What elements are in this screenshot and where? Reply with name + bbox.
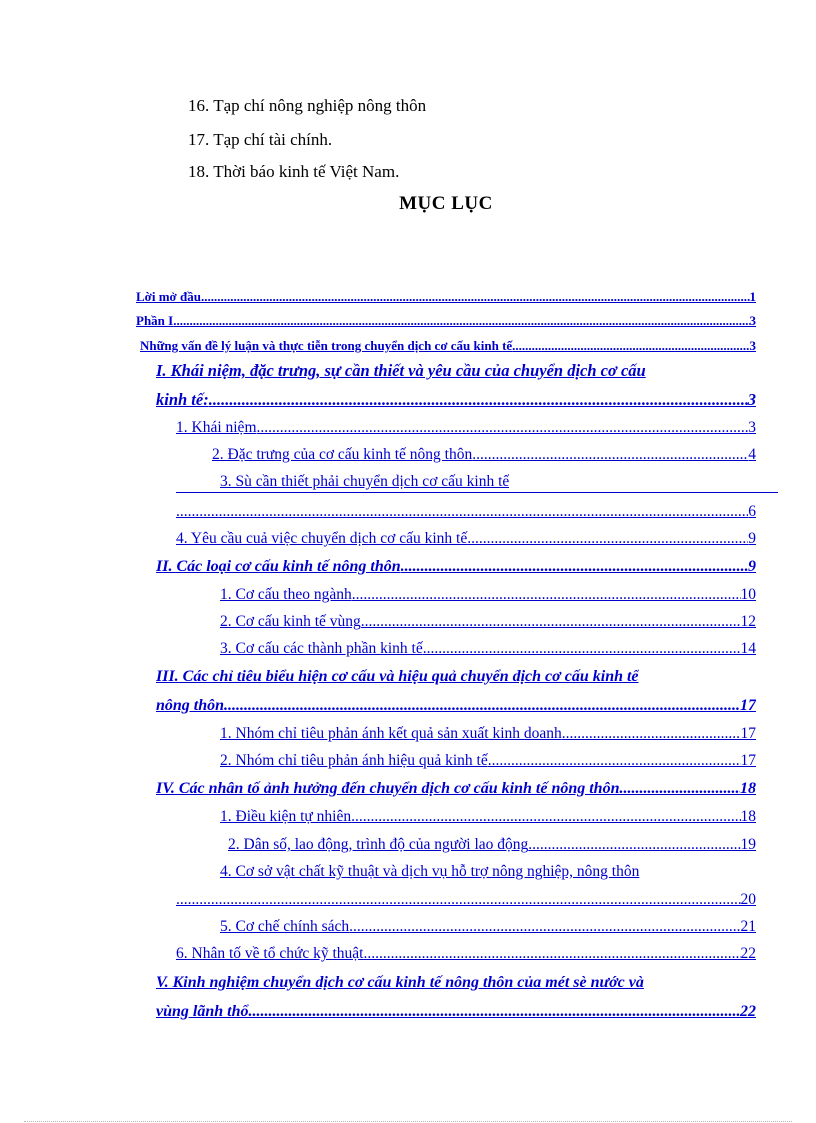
toc-link-item[interactable]: 2. Nhóm chỉ tiêu phản ánh hiệu quả kinh tế ..... 17 bbox=[176, 752, 756, 770]
toc-link-section-5-line1[interactable]: V. Kinh nghiệm chuyển dịch cơ cấu kinh tế nông thôn của mét sè nước và bbox=[156, 974, 644, 991]
toc-link-item[interactable]: 4. Yêu cầu cuả việc chuyển dịch cơ cấu kinh tế ..... 9 bbox=[176, 530, 756, 548]
toc-link-item[interactable]: 5. Cơ chế chính sách ..... 21 bbox=[176, 918, 756, 936]
toc-link-section-4[interactable]: IV. Các nhân tố ảnh hưởng đến chuyển dịch cơ cấu kinh tế nông thôn ..... 18 bbox=[156, 780, 756, 798]
underline-rule bbox=[176, 492, 778, 493]
toc-link-section-1[interactable]: kinh tế: ..... 3 bbox=[156, 390, 756, 410]
toc-link-item[interactable]: ..... 6 bbox=[176, 503, 756, 521]
reference-item: 17. Tạp chí tài chính. bbox=[188, 130, 333, 149]
toc-link-section-3[interactable]: nông thôn ..... 17 bbox=[156, 697, 756, 715]
reference-item: 18. Thời báo kinh tế Việt Nam. bbox=[188, 162, 400, 181]
toc-link-item[interactable]: ..... 20 bbox=[176, 891, 756, 909]
toc-link-item-line1[interactable]: 4. Cơ sở vật chất kỹ thuật và dịch vụ hỗ trợ nông nghiệp, nông thôn bbox=[220, 863, 640, 880]
page-bottom-rule bbox=[24, 1121, 792, 1122]
toc-link-item[interactable]: 2. Đặc trưng của cơ cấu kinh tế nông thôn ..... 4 bbox=[176, 446, 756, 464]
toc-link-section-2[interactable]: II. Các loại cơ cấu kinh tế nông thôn ..... 9 bbox=[156, 558, 756, 576]
toc-link-phan-1[interactable]: Phần I ..... 3 bbox=[136, 313, 756, 329]
toc-link-item[interactable]: 1. Điều kiện tự nhiên ..... 18 bbox=[176, 808, 756, 826]
toc-link-section-3-line1[interactable]: III. Các chỉ tiêu biểu hiện cơ cấu và hiệu quả chuyển dịch cơ cấu kinh tế bbox=[156, 668, 639, 685]
toc-link-section-5[interactable]: vùng lãnh thổ ..... 22 bbox=[156, 1003, 756, 1021]
toc-link-item[interactable]: 1. Nhóm chỉ tiêu phản ánh kết quả sản xuất kinh doanh ..... 17 bbox=[176, 725, 756, 743]
toc-link-item-line1[interactable]: 3. Sù cần thiết phải chuyển dịch cơ cấu kinh tế bbox=[220, 473, 510, 490]
toc-link-item[interactable]: 2. Cơ cấu kinh tế vùng ..... 12 bbox=[176, 613, 756, 631]
toc-link-item[interactable]: 1. Cơ cấu theo ngành ..... 10 bbox=[176, 586, 756, 604]
reference-item: 16. Tạp chí nông nghiệp nông thôn bbox=[188, 96, 427, 115]
page-title: MỤC LỤC bbox=[399, 193, 493, 214]
toc-link-item[interactable]: 2. Dân số, lao động, trình độ của người lao động ..... 19 bbox=[176, 836, 756, 854]
toc-link-nhung-van-de[interactable]: Những vấn đề lý luận và thực tiễn trong chuyển dịch cơ cấu kinh tế ..... 3 bbox=[140, 338, 756, 354]
toc-link-section-1-line1[interactable]: I. Khái niệm, đặc trưng, sự cần thiết và yêu cầu của chuyển dịch cơ cấu bbox=[156, 361, 646, 380]
toc-link-item[interactable]: 3. Cơ cấu các thành phần kinh tế ..... 14 bbox=[176, 640, 756, 658]
toc-link-item[interactable]: 6. Nhân tố về tổ chức kỹ thuật ..... 22 bbox=[176, 945, 756, 963]
toc-link-item[interactable]: 1. Khái niệm ..... 3 bbox=[176, 419, 756, 437]
toc-link-loi-mo-dau[interactable]: Lời mở đầu ..... 1 bbox=[136, 289, 756, 305]
